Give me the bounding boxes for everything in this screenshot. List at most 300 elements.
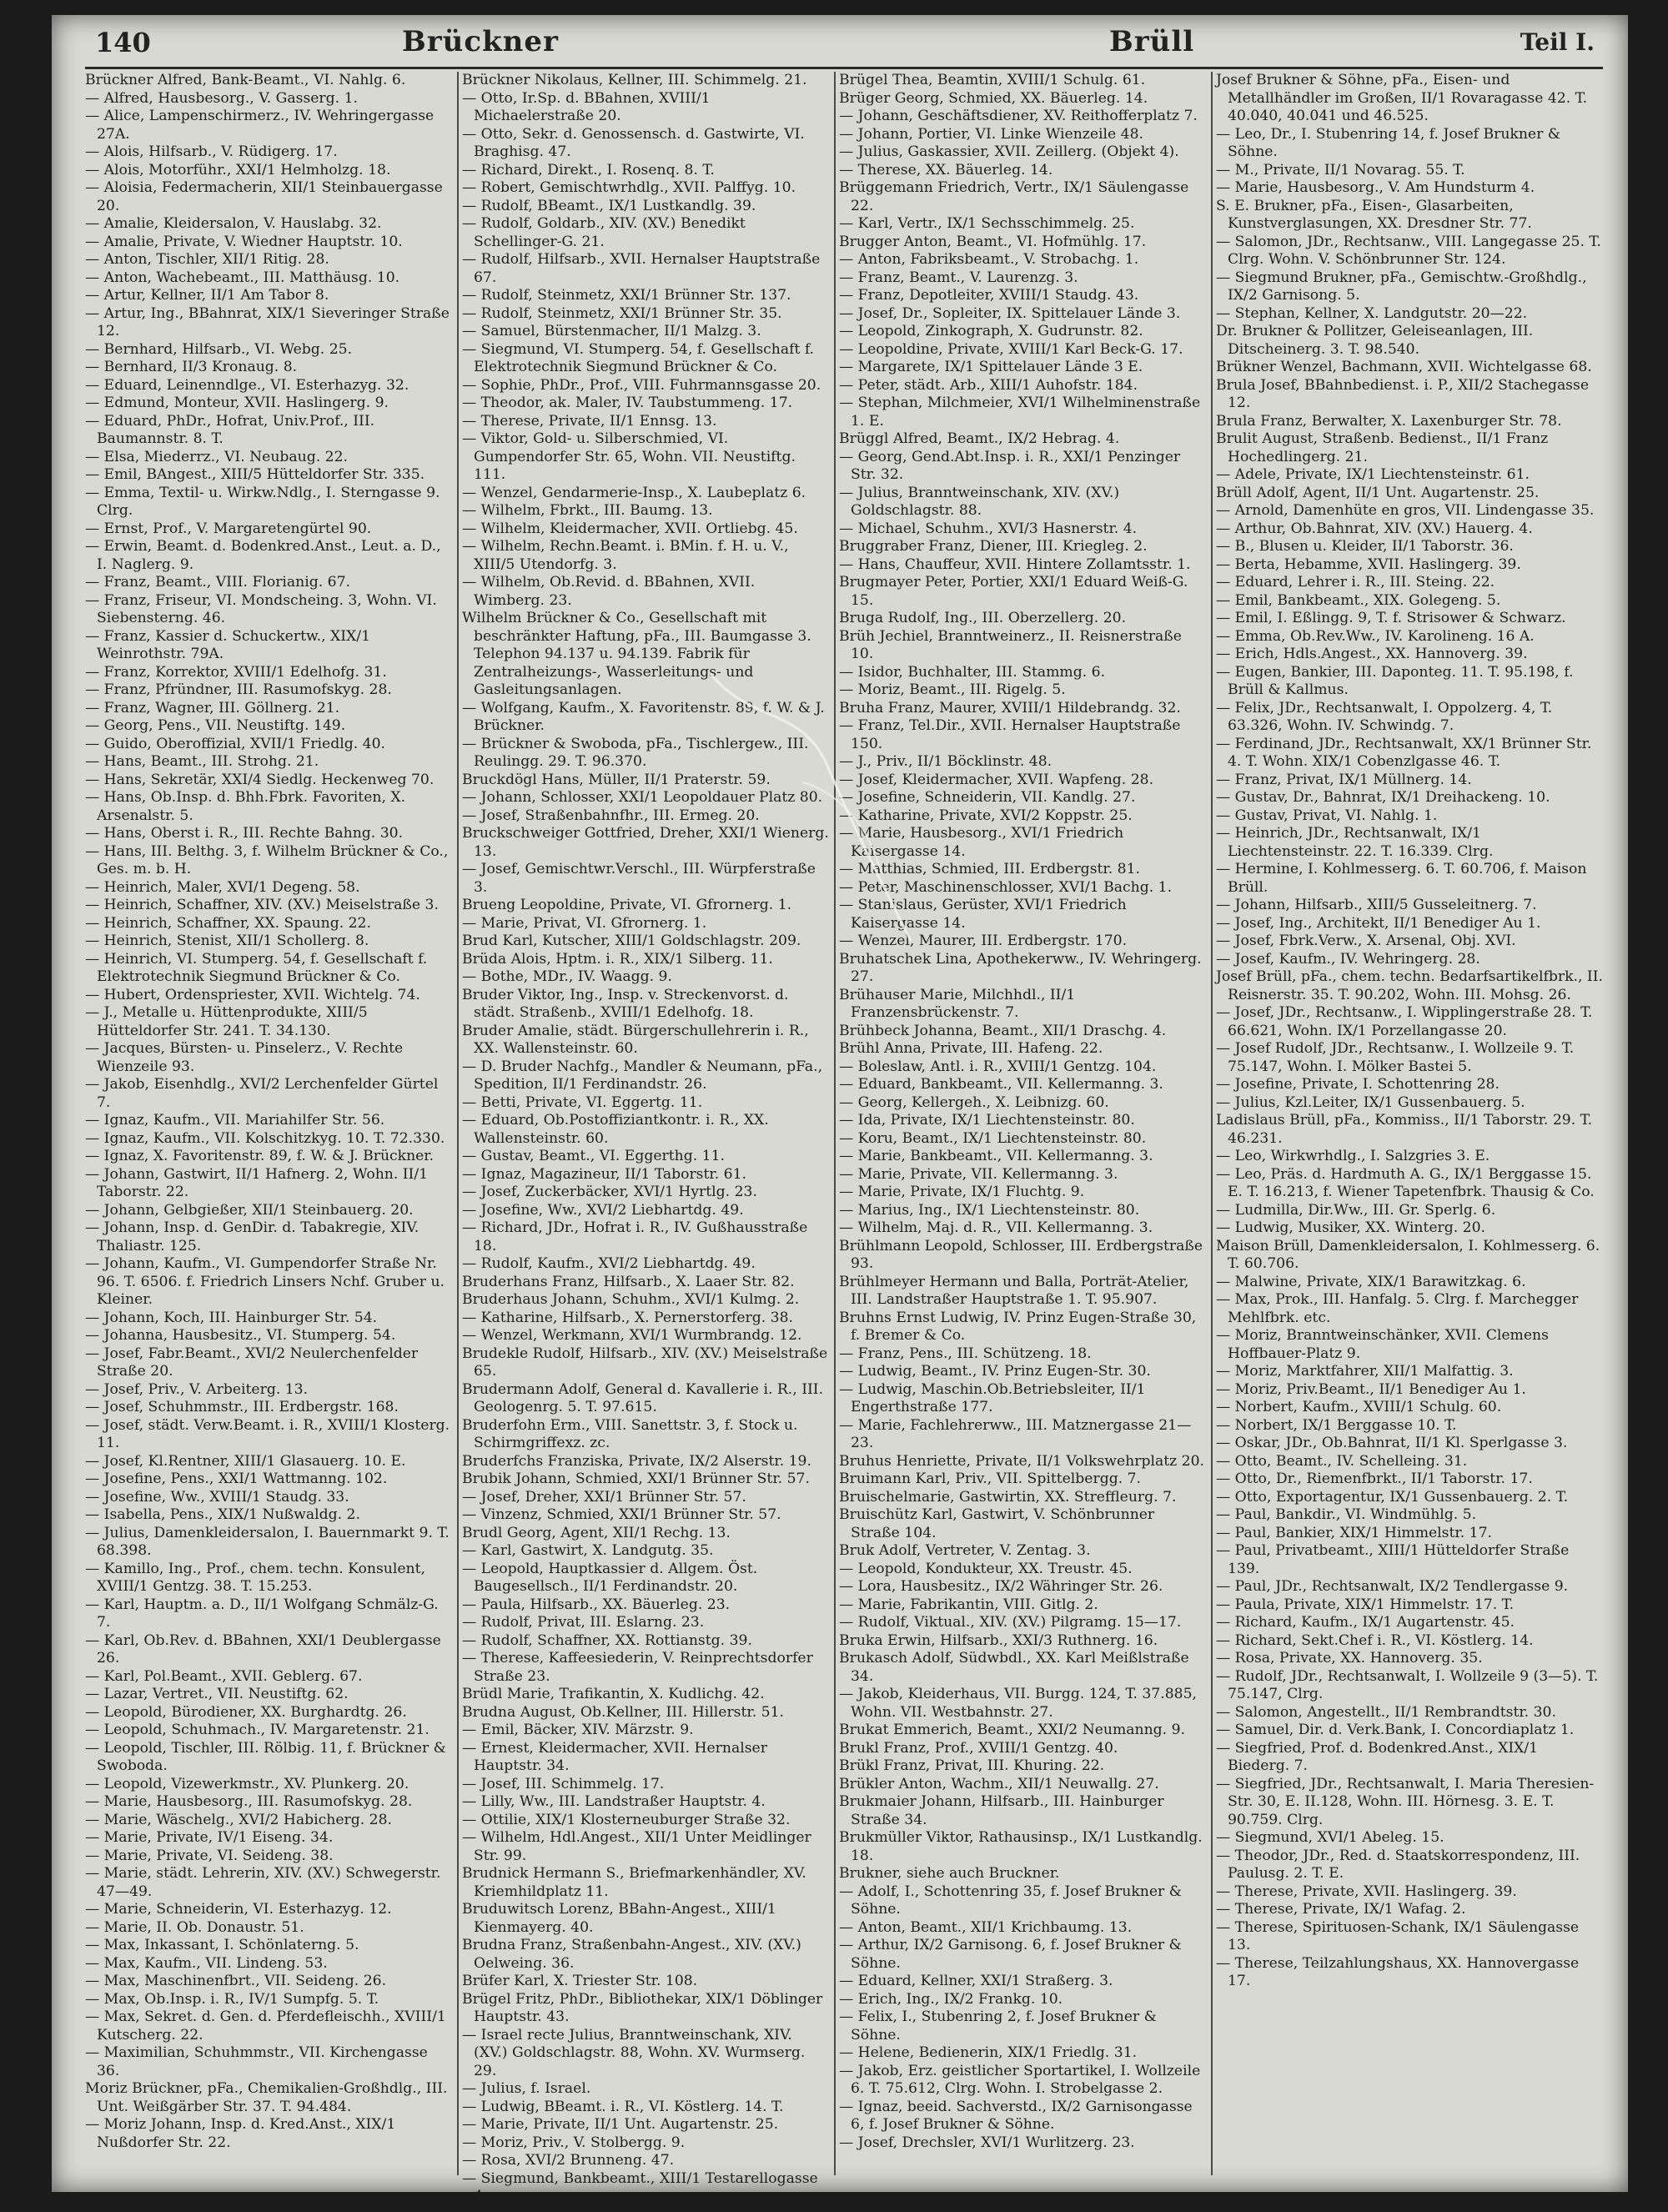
directory-entry: — Eduard, Leinenndlge., VI. Esterhazyg. 32. [85, 376, 409, 394]
directory-entry: — Franz, Pens., III. Schützeng. 18. [839, 1345, 1092, 1362]
directory-entry: — Emil, Bankbeamt., XIX. Golegeng. 5. [1216, 591, 1501, 609]
directory-entry: — Otto, Sekr. d. Genossensch. d. Gastwirte, VI. Braghisg. 47. [462, 125, 805, 160]
directory-entry: — Karl, Ob.Rev. d. BBahnen, XXI/1 Deublergasse 26. [85, 1631, 441, 1667]
directory-entry: — Johann, Schlosser, XXI/1 Leopoldauer Platz 80. [462, 789, 823, 806]
directory-entry: Brudl Georg, Agent, XII/1 Rechg. 13. [462, 1524, 731, 1541]
directory-entry: — Anton, Fabriksbeamt., V. Strobachg. 1. [839, 251, 1139, 268]
directory-entry: — Johann, Gastwirt, II/1 Hafnerg. 2, Wohn. II/1 Taborstr. 22. [85, 1165, 429, 1200]
directory-entry: — Ignaz, beeid. Sachverstd., IX/2 Garnisongasse 6, f. Josef Brukner & Söhne. [839, 2098, 1193, 2133]
directory-entry: — Franz, Wagner, III. Göllnerg. 21. [85, 699, 340, 716]
directory-entry: — Otto, Beamt., IV. Schelleing. 31. [1216, 1452, 1468, 1470]
page-header [52, 15, 1628, 65]
directory-entry: — Siegfried, JDr., Rechtsanwalt, I. Maria Theresien-Str. 30, E. II.128, Wohn. III. Hörnesg. 3. E. T. 90.759. Clrg. [1216, 1775, 1595, 1828]
directory-entry: — Hans, Oberst i. R., III. Rechte Bahng. 30. [85, 825, 404, 842]
directory-entry: — Max, Ob.Insp. i. R., IV/1 Sumpfg. 5. T. [85, 1990, 379, 2008]
directory-entry: Brukner, siehe auch Bruckner. [839, 1865, 1060, 1882]
directory-entry: — Marie, Privat, VI. Gfrornerg. 1. [462, 914, 707, 932]
directory-entry: — Hubert, Ordenspriester, XVII. Wichtelg. 74. [85, 986, 420, 1003]
directory-entry: — Johann, Gelbgießer, XII/1 Steinbauerg. 20. [85, 1201, 414, 1219]
directory-entry: — Wilhelm, Fbrkt., III. Baumg. 13. [462, 502, 713, 519]
directory-entry: — Michael, Schuhm., XVI/3 Hasnerstr. 4. [839, 520, 1138, 537]
directory-entry: — Josef, Dr., Sopleiter, IX. Spittelauer Lände 3. [839, 304, 1181, 322]
directory-entry: Brüh Jechiel, Branntweinerz., II. Reisnerstraße 10. [839, 627, 1182, 662]
directory-entry: — Amalie, Kleidersalon, V. Hauslabg. 32. [85, 215, 382, 232]
directory-entry: — Emma, Ob.Rev.Ww., IV. Karolineng. 16 A. [1216, 627, 1535, 645]
directory-entry: — Karl, Hauptm. a. D., II/1 Wolfgang Schmälz-G. 7. [85, 1596, 439, 1631]
directory-entry: Brühbeck Johanna, Beamt., XII/1 Draschg. 4. [839, 1022, 1167, 1039]
directory-entry: — Felix, I., Stubenring 2, f. Josef Brukner & Söhne. [839, 2008, 1157, 2044]
directory-entry: Brudermann Adolf, General d. Kavallerie i. R., III. Geologenrg. 5. T. 97.615. [462, 1380, 824, 1415]
directory-entry: — Heinrich, Stenist, XII/1 Schollerg. 8. [85, 933, 369, 949]
directory-entry: — Robert, Gemischtwrhdlg., XVII. Palffyg. 10. [462, 179, 796, 196]
directory-entry: — Arthur, IX/2 Garnisong. 6, f. Josef Brukner & Söhne. [839, 1937, 1182, 1972]
directory-entry: Brüda Alois, Hptm. i. R., XIX/1 Silberg. 11. [462, 950, 773, 968]
directory-entry: — Hermine, I. Kohlmesserg. 6. T. 60.706, f. Maison Brüll. [1216, 861, 1587, 896]
directory-entry: — Therese, Private, II/1 Ennsg. 13. [462, 412, 717, 430]
directory-entry: — Marie, Private, VI. Seideng. 38. [85, 1847, 334, 1864]
directory-entry: — Ludmilla, Dir.Ww., III. Gr. Sperlg. 6. [1216, 1201, 1496, 1219]
directory-entry: — Norbert, IX/1 Berggasse 10. T. [1216, 1416, 1457, 1434]
directory-entry: — Salomon, JDr., Rechtsanw., VIII. Langegasse 25. T. Clrg. Wohn. V. Schönbrunner Str. 124. [1216, 233, 1601, 268]
directory-entry: — Katharine, Private, XVI/2 Koppstr. 25. [839, 807, 1133, 824]
directory-entry: Moriz Brückner, pFa., Chemikalien-Großhdlg., III. Unt. Weißgärber Str. 37. T. 94.484. [85, 2080, 448, 2115]
directory-entry: — Moriz, Marktfahrer, XII/1 Malfattig. 3. [1216, 1363, 1514, 1380]
column-4 [1216, 72, 1603, 2175]
directory-entry: Brüger Georg, Schmied, XX. Bäuerleg. 14. [839, 89, 1148, 107]
directory-entry: — Gustav, Dr., Bahnrat, IX/1 Dreihackeng. 10. [1216, 789, 1550, 806]
directory-entry: — Moriz, Beamt., III. Rigelg. 5. [839, 681, 1066, 698]
directory-entry: — Josef, städt. Verw.Beamt. i. R., XVIII/1 Klosterg. 11. [85, 1416, 450, 1451]
directory-entry: — Isidor, Buchhalter, III. Stammg. 6. [839, 663, 1106, 681]
directory-entry: Brückner Alfred, Bank-Beamt., VI. Nahlg. 6. [85, 72, 406, 88]
header-rule [85, 67, 1603, 69]
directory-entry: — Josef, III. Schimmelg. 17. [462, 1775, 665, 1792]
directory-entry: — Gustav, Privat, VI. Nahlg. 1. [1216, 807, 1438, 824]
directory-page [52, 15, 1628, 2204]
directory-entry: — Brückner & Swoboda, pFa., Tischlergew., III. Reulingg. 29. T. 96.370. [462, 735, 809, 770]
directory-entry: — Franz, Beamt., VIII. Florianig. 67. [85, 574, 351, 591]
directory-entry: — Paul, Bankdir., VI. Windmühlg. 5. [1216, 1506, 1477, 1523]
directory-entry: — Alfred, Hausbesorg., V. Gasserg. 1. [85, 89, 358, 107]
directory-entry: — J., Priv., II/1 Böcklinstr. 48. [839, 753, 1053, 770]
directory-entry: Brukmüller Viktor, Rathausinsp., IX/1 Lustkandlg. 18. [839, 1829, 1203, 1864]
directory-entry: Bruhatschek Lina, Apothekerww., IV. Wehringerg. 27. [839, 950, 1202, 985]
directory-entry: — Franz, Kassier d. Schuckertw., XIX/1 Weinrothstr. 79A. [85, 627, 371, 662]
directory-entry: — Theodor, JDr., Red. d. Staatskorrespondenz, III. Paulusg. 2. T. E. [1216, 1847, 1580, 1882]
directory-entry: — Moriz Johann, Insp. d. Kred.Anst., XIX/1 Nußdorfer Str. 22. [85, 2116, 396, 2151]
directory-entry: Brudna August, Ob.Kellner, III. Hillerstr. 51. [462, 1703, 784, 1721]
directory-entry: — Isabella, Pens., XIX/1 Nußwaldg. 2. [85, 1506, 360, 1523]
directory-entry: — Ernst, Prof., V. Margaretengürtel 90. [85, 520, 372, 537]
directory-entry: — Emil, BAngest., XIII/5 Hütteldorfer Str. 335. [85, 466, 425, 483]
directory-entry: — Marius, Ing., IX/1 Liechtensteinstr. 80. [839, 1201, 1140, 1219]
directory-entry: Brubik Johann, Schmied, XXI/1 Brünner Str. 57. [462, 1470, 810, 1487]
directory-entry: — Josefine, Schneiderin, VII. Kandlg. 27. [839, 789, 1136, 806]
directory-entry: Brudna Franz, Straßenbahn-Angest., XIV. (XV.) Oelweing. 36. [462, 1937, 801, 1972]
directory-entry: — Samuel, Bürstenmacher, II/1 Malzg. 3. [462, 323, 761, 339]
directory-entry: — Max, Prok., III. Hanfalg. 5. Clrg. f. Marchegger Mehlfbrk. etc. [1216, 1291, 1579, 1326]
page-number: 140 [95, 27, 151, 58]
directory-entry: — Julius, f. Israel. [462, 2080, 591, 2097]
directory-entry: — Anton, Wachebeamt., III. Matthäusg. 10. [85, 269, 400, 286]
directory-entry: — Berta, Hebamme, XVII. Haslingerg. 39. [1216, 556, 1521, 573]
directory-entry: — Heinrich, VI. Stumperg. 54, f. Gesellschaft f. Elektrotechnik Siegmund Brückner & Co. [85, 950, 428, 985]
directory-entry: — Stephan, Kellner, X. Landgutstr. 20—22. [1216, 304, 1528, 322]
directory-entry: — Moriz, Branntweinschänker, XVII. Clemens Hoffbauer-Platz 9. [1216, 1327, 1549, 1362]
directory-entry: — Wilhelm, Hdl.Angest., XII/1 Unter Meidlinger Str. 99. [462, 1829, 811, 1864]
directory-entry: Brüfer Karl, X. Triester Str. 108. [462, 1973, 698, 1989]
directory-entry: Bruggraber Franz, Diener, III. Kriegleg. 2. [839, 538, 1148, 555]
directory-entry: — Aloisia, Federmacherin, XII/1 Steinbauergasse 20. [85, 179, 443, 214]
directory-entry: Brudnick Hermann S., Briefmarkenhändler, XV. Kriemhildplatz 11. [462, 1865, 806, 1900]
directory-entry: — Erich, Hdls.Angest., XX. Hannoverg. 39. [1216, 646, 1528, 662]
directory-entry: Bruimann Karl, Priv., VII. Spittelbergg. 7. [839, 1470, 1142, 1487]
directory-entry: Brula Franz, Berwalter, X. Laxenburger Str. 78. [1216, 412, 1562, 430]
directory-entry: — Marie, Wäschelg., XVI/2 Habicherg. 28. [85, 1811, 393, 1828]
directory-entry: — Rudolf, Schaffner, XX. Rottianstg. 39. [462, 1631, 752, 1649]
directory-entry: — Hans, III. Belthg. 3, f. Wilhelm Brückner & Co., Ges. m. b. H. [85, 842, 449, 877]
directory-entry: — Josefine, Pens., XXI/1 Wattmanng. 102. [85, 1470, 388, 1487]
directory-entry: Bruga Rudolf, Ing., III. Oberzellerg. 20. [839, 610, 1127, 626]
directory-entry: — Samuel, Dir. d. Verk.Bank, I. Concordiaplatz 1. [1216, 1722, 1575, 1738]
directory-entry: Bruduwitsch Lorenz, BBahn-Angest., XIII/1 Kienmayerg. 40. [462, 1901, 776, 1936]
directory-entry: — Heinrich, Schaffner, XIV. (XV.) Meiselstraße 3. [85, 897, 439, 913]
directory-entry: — Viktor, Gold- u. Silberschmied, VI. Gumpendorfer Str. 65, Wohn. VII. Neustiftg. 111. [462, 430, 796, 483]
directory-entry: — Matthias, Schmied, III. Erdbergstr. 81. [839, 861, 1141, 877]
directory-entry: — Leopold, Bürodiener, XX. Burghardtg. 26. [85, 1703, 407, 1721]
directory-entry: Brukat Emmerich, Beamt., XXI/2 Neumanng. 9. [839, 1722, 1185, 1738]
directory-entry: — Georg, Gend.Abt.Insp. i. R., XXI/1 Penzinger Str. 32. [839, 448, 1181, 483]
directory-entry: — Josef, Fabr.Beamt., XVI/2 Neulerchenfelder Straße 20. [85, 1345, 419, 1380]
directory-entry: — Ludwig, Maschin.Ob.Betriebsleiter, II/1 Engerthstraße 177. [839, 1380, 1146, 1415]
directory-entry: — Eduard, Kellner, XXI/1 Straßerg. 3. [839, 1973, 1113, 1989]
directory-entry: Wilhelm Brückner & Co., Gesellschaft mit beschränkter Haftung, pFa., III. Baumgasse 3. Telephon 94.137 u. 94.139. Fabrik für Zentralheizungs-, Wasserleitungs- und Gasleitungsanlagen. [462, 610, 811, 698]
directory-entry: — Josef, Zuckerbäcker, XVI/1 Hyrtlg. 23. [462, 1184, 757, 1200]
directory-entry: — Josef, JDr., Rechtsanw., I. Wipplingerstraße 28. T. 66.621, Wohn. IX/1 Porzellangasse 20. [1216, 1004, 1593, 1039]
directory-entry: — Leo, Dr., I. Stubenring 14, f. Josef Brukner & Söhne. [1216, 125, 1561, 160]
directory-entry: Josef Brüll, pFa., chem. techn. Bedarfsartikelfbrk., II. Reisnerstr. 35. T. 90.202, Wohn. III. Mohsg. 26. [1216, 968, 1603, 1003]
directory-entry: — Josef, Kleidermacher, XVII. Wapfeng. 28. [839, 771, 1154, 788]
directory-entry: — Ludwig, Musiker, XX. Winterg. 20. [1216, 1219, 1485, 1236]
directory-entry: — Eugen, Bankier, III. Daponteg. 11. T. 95.198, f. Brüll & Kallmus. [1216, 663, 1574, 698]
directory-entry: — Heinrich, Schaffner, XX. Spaung. 22. [85, 914, 371, 932]
directory-entry: — Ignaz, Kaufm., VII. Mariahilfer Str. 56. [85, 1112, 385, 1129]
directory-entry: — Lilly, Ww., III. Landstraßer Hauptstr. 4. [462, 1793, 766, 1810]
directory-entry: — Wilhelm, Kleidermacher, XVII. Ortliebg. 45. [462, 520, 798, 537]
directory-entry: Brügel Fritz, PhDr., Bibliothekar, XIX/1 Döblinger Hauptstr. 43. [462, 1990, 823, 2025]
directory-entry: — Paula, Hilfsarb., XX. Bäuerleg. 23. [462, 1596, 731, 1613]
directory-entry: — Heinrich, JDr., Rechtsanwalt, IX/1 Liechtensteinstr. 22. T. 16.339. Clrg. [1216, 825, 1494, 860]
directory-entry: — Richard, Sekt.Chef i. R., VI. Köstlerg. 14. [1216, 1631, 1534, 1649]
directory-entry: — Ignaz, X. Favoritenstr. 89, f. W. & J. Brückner. [85, 1148, 435, 1164]
running-head-right: Brüll [1109, 25, 1195, 58]
directory-entry: — Rudolf, BBeamt., IX/1 Lustkandlg. 39. [462, 197, 756, 214]
directory-entry: — Josef, Ing., Architekt, II/1 Benediger Au 1. [1216, 914, 1541, 932]
directory-entry: Brulit August, Straßenb. Bedienst., II/1 Franz Hochedlingerg. 21. [1216, 430, 1549, 465]
directory-entry: — Ida, Private, IX/1 Liechtensteinstr. 80. [839, 1112, 1135, 1129]
directory-entry: — Therese, Private, XVII. Haslingerg. 39. [1216, 1883, 1517, 1900]
directory-entry: — Josefine, Ww., XVI/2 Liebhartdg. 49. [462, 1201, 744, 1219]
directory-entry: Brückner Nikolaus, Kellner, III. Schimmelg. 21. [462, 72, 807, 88]
directory-entry: — Adele, Private, IX/1 Liechtensteinstr. 61. [1216, 466, 1530, 483]
directory-entry: — Wenzel, Werkmann, XVI/1 Wurmbrandg. 12. [462, 1327, 802, 1344]
directory-entry: — Ludwig, Beamt., IV. Prinz Eugen-Str. 30. [839, 1363, 1151, 1380]
directory-entry: Josef Brukner & Söhne, pFa., Eisen- und Metallhändler im Großen, II/1 Rovaragasse 42. T. 40.040, 40.041 und 46.525. [1216, 72, 1588, 124]
directory-entry: — Wenzel, Maurer, III. Erdbergstr. 170. [839, 933, 1128, 949]
directory-columns [85, 72, 1603, 2204]
column-1 [85, 72, 452, 2175]
directory-entry: — Bernhard, II/3 Kronaug. 8. [85, 359, 298, 375]
directory-entry: — Karl, Vertr., IX/1 Sechsschimmelg. 25. [839, 215, 1135, 232]
directory-entry: — Artur, Kellner, II/1 Am Tabor 8. [85, 287, 329, 304]
directory-entry: — Leo, Präs. d. Hardmuth A. G., IX/1 Berggasse 15. E. T. 16.213, f. Wiener Tapetenfbrk. Thausig & Co. [1216, 1165, 1595, 1200]
directory-entry: — Amalie, Private, V. Wiedner Hauptstr. 10. [85, 233, 403, 250]
directory-entry: — Hans, Ob.Insp. d. Bhh.Fbrk. Favoriten, X. Arsenalstr. 5. [85, 789, 406, 824]
directory-entry: — Marie, Private, VII. Kellermanng. 3. [839, 1165, 1118, 1183]
directory-entry: Brühlmann Leopold, Schlosser, III. Erdbergstraße 93. [839, 1237, 1203, 1272]
directory-entry: — Felix, JDr., Rechtsanwalt, I. Oppolzerg. 4, T. 63.326, Wohn. IV. Schwindg. 7. [1216, 699, 1553, 734]
directory-entry: — Elsa, Miederrz., VI. Neubaug. 22. [85, 448, 348, 465]
directory-entry: Brüdl Marie, Trafikantin, X. Kudlichg. 42. [462, 1686, 765, 1702]
directory-entry: Brüll Adolf, Agent, II/1 Unt. Augartenstr. 25. [1216, 484, 1540, 501]
directory-entry: Bruha Franz, Maurer, XVIII/1 Hildebrandg. 32. [839, 699, 1181, 716]
directory-entry: — Max, Kaufm., VII. Lindeng. 53. [85, 1954, 328, 1972]
directory-entry: — Therese, Kaffeesiederin, V. Reinprechtsdorfer Straße 23. [462, 1650, 813, 1685]
directory-entry: — Josefine, Ww., XVIII/1 Staudg. 33. [85, 1488, 349, 1506]
directory-entry: — Leo, Wirkwrhdlg., I. Salzgries 3. E. [1216, 1148, 1490, 1164]
directory-entry: — Franz, Pfründner, III. Rasumofskyg. 28. [85, 681, 392, 698]
directory-entry: — Marie, städt. Lehrerin, XIV. (XV.) Schwegerstr. 47—49. [85, 1865, 441, 1900]
directory-entry: — Lazar, Vertret., VII. Neustiftg. 62. [85, 1686, 349, 1702]
directory-entry: — Josefine, Private, I. Schottenring 28. [1216, 1076, 1500, 1093]
directory-entry: Bruhns Ernst Ludwig, IV. Prinz Eugen-Straße 30, f. Bremer & Co. [839, 1309, 1197, 1344]
directory-entry: — Karl, Gastwirt, X. Landgutg. 35. [462, 1542, 714, 1559]
directory-entry: Brügel Thea, Beamtin, XVIII/1 Schulg. 61. [839, 72, 1146, 88]
directory-entry: — Josef Rudolf, JDr., Rechtsanw., I. Wollzeile 9. T. 75.147, Wohn. I. Mölker Bastei 5. [1216, 1040, 1575, 1075]
directory-entry: — Wilhelm, Ob.Revid. d. BBahnen, XVII. Wimberg. 23. [462, 574, 756, 609]
directory-entry: — Josef, Gemischtwr.Verschl., III. Würpferstraße 3. [462, 861, 816, 896]
directory-entry: — Leopold, Hauptkassier d. Allgem. Öst. Baugesellsch., II/1 Ferdinandstr. 20. [462, 1560, 758, 1595]
column-2 [462, 72, 829, 2204]
directory-entry: Bruischelmarie, Gastwirtin, XX. Streffleurg. 7. [839, 1488, 1177, 1506]
directory-entry: — Julius, Kzl.Leiter, IX/1 Gussenbauerg. 5. [1216, 1093, 1525, 1111]
directory-entry: — Margarete, IX/1 Spittelauer Lände 3 E. [839, 359, 1143, 375]
directory-entry: Bruischütz Karl, Gastwirt, V. Schönbrunner Straße 104. [839, 1506, 1155, 1541]
column-divider [834, 72, 836, 2175]
directory-entry: — Paul, Bankier, XIX/1 Himmelstr. 17. [1216, 1524, 1492, 1541]
directory-entry: — Johann, Portier, VI. Linke Wienzeile 48. [839, 125, 1143, 143]
directory-entry: — Wilhelm, Maj. d. R., VII. Kellermanng. 3. [839, 1219, 1153, 1236]
directory-entry: Brugmayer Peter, Portier, XXI/1 Eduard Weiß-G. 15. [839, 574, 1188, 609]
directory-entry: — Otto, Exportagentur, IX/1 Gussenbauerg. 2. T. [1216, 1488, 1569, 1506]
directory-entry: — Johann, Hilfsarb., XIII/5 Gusseleitnerg. 7. [1216, 897, 1537, 913]
directory-entry: — Kamillo, Ing., Prof., chem. techn. Konsulent, XVIII/1 Gentzg. 38. T. 15.253. [85, 1560, 425, 1595]
directory-entry: — Rudolf, Steinmetz, XXI/1 Brünner Str. 35. [462, 304, 782, 322]
directory-entry: — Therese, Teilzahlungshaus, XX. Hannovergasse 17. [1216, 1954, 1580, 1989]
directory-entry: — Josef, Priv., V. Arbeiterg. 13. [85, 1380, 309, 1398]
directory-entry: Brüggl Alfred, Beamt., IX/2 Hebrag. 4. [839, 430, 1120, 447]
directory-entry: — Vinzenz, Schmied, XXI/1 Brünner Str. 57. [462, 1506, 781, 1523]
directory-entry: — Therese, Spirituosen-Schank, IX/1 Säulengasse 13. [1216, 1918, 1580, 1953]
directory-entry: — Salomon, Angestellt., II/1 Rembrandtstr. 30. [1216, 1703, 1556, 1721]
directory-entry: — Rudolf, Viktual., XIV. (XV.) Pilgramg. 15—17. [839, 1614, 1182, 1631]
directory-entry: — Franz, Korrektor, XVIII/1 Edelhofg. 31. [85, 663, 387, 681]
directory-entry: Bruderhaus Johann, Schuhm., XVI/1 Kulmg. 2. [462, 1291, 800, 1308]
directory-entry: — Alois, Motorführ., XXI/1 Helmholzg. 18. [85, 161, 391, 178]
directory-entry: — Otto, Ir.Sp. d. BBahnen, XVIII/1 Michaelerstraße 20. [462, 89, 711, 124]
directory-entry: — Max, Maschinenfbrt., VII. Seideng. 26. [85, 1973, 387, 1989]
directory-entry: — Julius, Branntweinschank, XIV. (XV.) Goldschlagstr. 88. [839, 484, 1120, 519]
directory-entry: — D. Bruder Nachfg., Mandler & Neumann, pFa., Spedition, II/1 Ferdinandstr. 26. [462, 1058, 823, 1093]
directory-entry: — Sophie, PhDr., Prof., VIII. Fuhrmannsgasse 20. [462, 376, 821, 394]
directory-entry: — Stanislaus, Gerüster, XVI/1 Friedrich Kaisergasse 14. [839, 897, 1127, 932]
directory-entry: — Rudolf, Kaufm., XVI/2 Liebhartdg. 49. [462, 1255, 756, 1272]
directory-entry: — Ottilie, XIX/1 Klosterneuburger Straße 32. [462, 1811, 791, 1828]
directory-entry: Brükler Anton, Wachm., XII/1 Neuwallg. 27. [839, 1775, 1159, 1792]
directory-entry: — Hans, Beamt., III. Strohg. 21. [85, 753, 319, 770]
directory-entry: Brühauser Marie, Milchhdl., II/1 Franzensbrückenstr. 7. [839, 986, 1076, 1021]
column-3 [839, 72, 1206, 2175]
directory-entry: — Siegmund, Bankbeamt., XIII/1 Testarellogasse 4. [462, 2169, 818, 2204]
column-divider [1211, 72, 1213, 2175]
directory-entry: — Jakob, Eisenhdlg., XVI/2 Lerchenfelder Gürtel 7. [85, 1076, 439, 1111]
directory-entry: — Leopold, Zinkograph, X. Gudrunstr. 82. [839, 323, 1143, 339]
directory-entry: — Therese, XX. Bäuerleg. 14. [839, 161, 1053, 178]
directory-entry: Bruk Adolf, Vertreter, V. Zentag. 3. [839, 1542, 1091, 1559]
directory-entry: Brukasch Adolf, Südwbdl., XX. Karl Meißlstraße 34. [839, 1650, 1189, 1685]
directory-entry: — Richard, JDr., Hofrat i. R., IV. Gußhausstraße 18. [462, 1219, 808, 1254]
directory-entry: — Katharine, Hilfsarb., X. Pernerstorferg. 38. [462, 1309, 793, 1326]
directory-entry: — Franz, Tel.Dir., XVII. Hernalser Hauptstraße 150. [839, 717, 1181, 752]
directory-entry: — Peter, Maschinenschlosser, XVI/1 Bachg. 1. [839, 878, 1173, 896]
directory-entry: — Rosa, Private, XX. Hannoverg. 35. [1216, 1650, 1483, 1667]
directory-entry: — Hans, Sekretär, XXI/4 Siedlg. Heckenweg 70. [85, 771, 435, 788]
directory-entry: — Josef, Straßenbahnfhr., III. Ermeg. 20. [462, 807, 760, 824]
directory-entry: Brühlmeyer Hermann und Balla, Porträt-Atelier, III. Landstraßer Hauptstraße 1. T. 95.907. [839, 1273, 1189, 1308]
directory-entry: — J., Metalle u. Hüttenprodukte, XIII/5 Hütteldorfer Str. 241. T. 34.130. [85, 1004, 368, 1039]
directory-entry: — Theodor, ak. Maler, IV. Taubstummeng. 17. [462, 395, 793, 411]
directory-entry: — Marie, II. Ob. Donaustr. 51. [85, 1918, 304, 1936]
directory-entry: Bruderfohn Erm., VIII. Sanettstr. 3, f. Stock u. Schirmgriffexz. zc. [462, 1416, 798, 1451]
directory-entry: — Franz, Beamt., V. Laurenzg. 3. [839, 269, 1078, 286]
directory-entry: — Emma, Textil- u. Wirkw.Ndlg., I. Sterngasse 9. Clrg. [85, 484, 440, 519]
directory-entry: — Jakob, Kleiderhaus, VII. Burgg. 124, T. 37.885, Wohn. VII. Westbahnstr. 27. [839, 1686, 1197, 1721]
directory-entry: — Siegmund, VI. Stumperg. 54, f. Gesellschaft f. Elektrotechnik Siegmund Brückner & Co. [462, 340, 815, 375]
directory-entry: — Marie, Hausbesorg., V. Am Hundsturm 4. [1216, 179, 1535, 196]
directory-entry: — Alice, Lampenschirmerz., IV. Wehringergasse 27A. [85, 108, 435, 143]
directory-entry: — Gustav, Beamt., VI. Eggerthg. 11. [462, 1148, 725, 1164]
directory-entry: Brueng Leopoldine, Private, VI. Gfrornerg. 1. [462, 897, 792, 913]
directory-entry: Bruderhans Franz, Hilfsarb., X. Laaer Str. 82. [462, 1273, 795, 1290]
directory-entry: — Josef, Drechsler, XVI/1 Wurlitzerg. 23. [839, 2134, 1135, 2151]
directory-entry: Bruderfchs Franziska, Private, IX/2 Alserstr. 19. [462, 1452, 811, 1470]
directory-entry: — Marie, Hausbesorg., III. Rasumofskyg. 28. [85, 1793, 413, 1810]
directory-entry: — Franz, Friseur, VI. Mondscheing. 3, Wohn. VI. Siebensterng. 46. [85, 591, 437, 626]
directory-entry: — Josef, Kaufm., IV. Wehringerg. 28. [1216, 950, 1480, 968]
directory-entry: — Ignaz, Magazineur, II/1 Taborstr. 61. [462, 1165, 746, 1183]
directory-entry: — Erich, Ing., IX/2 Frankg. 10. [839, 1990, 1063, 2008]
directory-entry: — Siegmund, XVI/1 Abeleg. 15. [1216, 1829, 1444, 1846]
directory-entry: — Eduard, PhDr., Hofrat, Univ.Prof., III. Baumannstr. 8. T. [85, 412, 375, 447]
directory-entry: — Josef, Schuhmmstr., III. Erdbergstr. 168. [85, 1399, 399, 1415]
directory-entry: — Therese, Private, IX/1 Wafag. 2. [1216, 1901, 1466, 1918]
directory-entry: — Ignaz, Kaufm., VII. Kolschitzkyg. 10. T. 72.330. [85, 1129, 445, 1147]
directory-entry: — Leopold, Schuhmach., IV. Margaretenstr. 21. [85, 1722, 430, 1738]
directory-entry: — Moriz, Priv., V. Stolbergg. 9. [462, 2134, 686, 2151]
directory-entry: — Adolf, I., Schottenring 35, f. Josef Brukner & Söhne. [839, 1883, 1182, 1918]
directory-entry: — Franz, Depotleiter, XVIII/1 Staudg. 43. [839, 287, 1139, 304]
directory-entry: Bruka Erwin, Hilfsarb., XXI/3 Ruthnerg. 16. [839, 1631, 1158, 1649]
directory-entry: — Eduard, Bankbeamt., VII. Kellermanng. 3. [839, 1076, 1163, 1093]
directory-entry: — Johanna, Hausbesitz., VI. Stumperg. 54. [85, 1327, 396, 1344]
directory-entry: Brükner Wenzel, Bachmann, XVII. Wichtelgasse 68. [1216, 359, 1592, 375]
directory-entry: — Israel recte Julius, Branntweinschank, XIV. (XV.) Goldschlagstr. 88, Wohn. XV. Wurmserg. 29. [462, 2026, 806, 2079]
directory-entry: — Johann, Kaufm., VI. Gumpendorfer Straße Nr. 96. T. 6506. f. Friedrich Linsers Nchf. Gruber u. Kleiner. [85, 1255, 445, 1308]
directory-entry: — Johann, Koch, III. Hainburger Str. 54. [85, 1309, 378, 1326]
directory-entry: Brula Josef, BBahnbedienst. i. P., XII/2 Stachegasse 12. [1216, 376, 1589, 411]
directory-entry: — Ernest, Kleidermacher, XVII. Hernalser Hauptstr. 34. [462, 1739, 767, 1774]
directory-entry: — Julius, Damenkleidersalon, I. Bauernmarkt 9. T. 68.398. [85, 1524, 450, 1559]
directory-entry: — Johann, Insp. d. GenDir. d. Tabakregie, XIV. Thaliastr. 125. [85, 1219, 420, 1254]
directory-entry: — Anton, Beamt., XII/1 Krichbaumg. 13. [839, 1918, 1133, 1936]
directory-entry: — Marie, Fabrikantin, VIII. Gitlg. 2. [839, 1596, 1098, 1613]
directory-entry: — Heinrich, Maler, XVI/1 Degeng. 58. [85, 878, 360, 896]
directory-entry: — Anton, Tischler, XII/1 Ritig. 28. [85, 251, 329, 268]
directory-entry: — Emil, I. Eßlingg. 9, T. f. Strisower & Schwarz. [1216, 610, 1566, 626]
directory-entry: — Josef, Dreher, XXI/1 Brünner Str. 57. [462, 1488, 746, 1506]
part-label: Teil I. [1520, 28, 1595, 56]
directory-entry: Brudekle Rudolf, Hilfsarb., XIV. (XV.) Meiselstraße 65. [462, 1345, 828, 1380]
directory-entry: — Marie, Hausbesorg., XVI/1 Friedrich Kaisergasse 14. [839, 825, 1124, 860]
directory-entry: Brühl Anna, Private, III. Hafeng. 22. [839, 1040, 1103, 1057]
directory-entry: — Rosa, XVI/2 Brunneng. 47. [462, 2152, 675, 2169]
directory-entry: Maison Brüll, Damenkleidersalon, I. Kohlmesserg. 6. T. 60.706. [1216, 1237, 1600, 1272]
directory-entry: Bruder Viktor, Ing., Insp. v. Streckenvorst. d. städt. Straßenb., XVIII/1 Edelhofg. 18. [462, 986, 789, 1021]
directory-entry: — Max, Sekret. d. Gen. d. Pferdefleischh., XVIII/1 Kutscherg. 22. [85, 2008, 446, 2044]
directory-entry: — Wilhelm, Rechn.Beamt. i. BMin. f. H. u. V., XIII/5 Utendorfg. 3. [462, 538, 789, 573]
directory-entry: — M., Private, II/1 Novarag. 55. T. [1216, 161, 1465, 178]
directory-entry: — Julius, Gaskassier, XVII. Zeillerg. (Objekt 4). [839, 143, 1179, 160]
directory-entry: — Jakob, Erz. geistlicher Sportartikel, I. Wollzeile 6. T. 75.612, Clrg. Wohn. I. Strobelgasse 2. [839, 2062, 1201, 2097]
directory-entry: — Leopold, Tischler, III. Rölbig. 11, f. Brückner & Swoboda. [85, 1739, 446, 1774]
directory-entry: — Peter, städt. Arb., XIII/1 Auhofstr. 184. [839, 376, 1138, 394]
directory-entry: — Bernhard, Hilfsarb., VI. Webg. 25. [85, 340, 353, 358]
directory-entry: Brükl Franz, Privat, III. Khuring. 22. [839, 1757, 1105, 1774]
directory-entry: — Ferdinand, JDr., Rechtsanwalt, XX/1 Brünner Str. 4. T. Wohn. XIX/1 Cobenzlgasse 46. T. [1216, 735, 1592, 770]
directory-entry: — Karl, Pol.Beamt., XVII. Geblerg. 67. [85, 1667, 363, 1685]
directory-entry: — Arthur, Ob.Bahnrat, XIV. (XV.) Hauerg. 4. [1216, 520, 1533, 537]
directory-entry: — Emil, Bäcker, XIV. Märzstr. 9. [462, 1722, 694, 1738]
directory-entry: — Josef, Fbrk.Verw., X. Arsenal, Obj. XVI. [1216, 933, 1516, 949]
directory-entry: — Paula, Private, XIX/1 Himmelstr. 17. T. [1216, 1596, 1515, 1613]
directory-entry: — Helene, Bedienerin, XIX/1 Friedlg. 31. [839, 2044, 1138, 2061]
directory-entry: — Rudolf, Steinmetz, XXI/1 Brünner Str. 137. [462, 287, 791, 304]
directory-entry: — Lora, Hausbesitz., IX/2 Währinger Str. 26. [839, 1578, 1163, 1595]
directory-entry: — Wolfgang, Kaufm., X. Favoritenstr. 89, f. W. & J. Brückner. [462, 699, 825, 734]
directory-entry: — Leopold, Vizewerkmstr., XV. Plunkerg. 20. [85, 1775, 409, 1792]
column-divider [457, 72, 459, 2175]
directory-entry: Bruckschweiger Gottfried, Dreher, XXI/1 Wienerg. 13. [462, 825, 829, 860]
directory-entry: — Marie, Fachlehrerww., III. Matznergasse 21—23. [839, 1416, 1192, 1451]
directory-entry: — Malwine, Private, XIX/1 Barawitzkag. 6. [1216, 1273, 1526, 1290]
directory-entry: — Artur, Ing., BBahnrat, XIX/1 Sieveringer Straße 12. [85, 304, 450, 339]
directory-entry: — Siegfried, Prof. d. Bodenkred.Anst., XIX/1 Biederg. 7. [1216, 1739, 1539, 1774]
directory-entry: Dr. Brukner & Pollitzer, Geleiseanlagen, III. Ditscheinerg. 3. T. 98.540. [1216, 323, 1534, 358]
directory-entry: — Boleslaw, Antl. i. R., XVIII/1 Gentzg. 104. [839, 1058, 1157, 1075]
directory-entry: — Leopold, Kondukteur, XX. Treustr. 45. [839, 1560, 1133, 1577]
directory-entry: — Paul, JDr., Rechtsanwalt, IX/2 Tendlergasse 9. [1216, 1578, 1569, 1595]
directory-entry: — Max, Inkassant, I. Schönlaterng. 5. [85, 1937, 359, 1953]
